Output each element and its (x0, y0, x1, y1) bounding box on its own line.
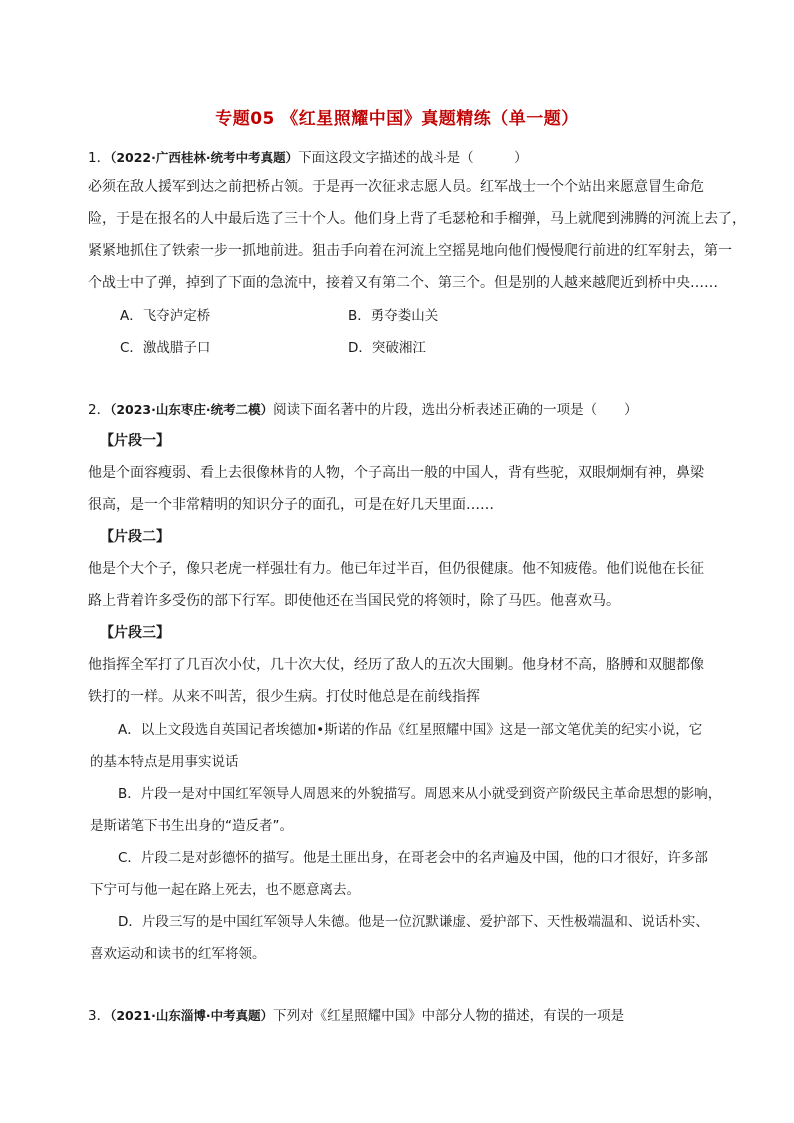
question-2-header (88, 398, 638, 418)
question-2-option-c-cont: 下宁可与他一起在路上死去，也不愿意离去。 (90, 882, 360, 898)
question-1-option-d[interactable]: D．突破湘江 (348, 340, 426, 356)
fragment-1-line: 很高，是一个非常精明的知识分子的面孔，可是在好几天里面…… (88, 497, 494, 513)
question-2-option-b[interactable]: B．片段一是对中国红军领导人周恩来的外貌描写。周恩来从小就受到资产阶级民主革命思想的影响， (118, 786, 722, 802)
question-3-number: 3． (88, 1008, 111, 1024)
question-3-header (88, 1004, 624, 1024)
fragment-2-label: 【片段二】 (100, 529, 170, 545)
question-2-option-a-cont: 的基本特点是用事实说话 (90, 754, 239, 770)
question-1-option-c[interactable]: C．激战腊子口 (120, 340, 211, 356)
question-2-option-a[interactable]: A．以上文段选自英国记者埃德加•斯诺的作品《红星照耀中国》这是一部文笔优美的纪实小说，它 (118, 722, 703, 738)
question-1-passage-line: 个战士中了弹，掉到了下面的急流中，接着又有第二个、第三个。但是别的人越来越爬近到桥中央…… (88, 275, 718, 291)
question-1-header (88, 146, 528, 166)
fragment-3-line: 铁打的一样。从来不叫苦，很少生病。打仗时他总是在前线指挥 (88, 689, 480, 705)
fragment-1-label: 【片段一】 (100, 433, 170, 449)
question-2-source: （2023·山东枣庄·统考二模） (110, 402, 274, 417)
question-2-option-d[interactable]: D．片段三写的是中国红军领导人朱德。他是一位沉默谦虚、爱护部下、天性极端温和、说话朴实、 (118, 914, 709, 930)
question-2-option-c[interactable]: C．片段二是对彭德怀的描写。他是土匪出身，在哥老会中的名声遍及中国，他的口才很好，许多部 (118, 850, 708, 866)
question-2-stem: 阅读下面名著中的片段，选出分析表述正确的一项是（ ） (273, 402, 638, 418)
fragment-3-label: 【片段三】 (100, 625, 170, 641)
question-3-source: （2021·山东淄博·中考真题） (110, 1008, 274, 1023)
question-3-stem: 下列对《红星照耀中国》中部分人物的描述，有误的一项是 (273, 1008, 625, 1024)
fragment-1-line: 他是个面容瘦弱、看上去很像林肯的人物，个子高出一般的中国人，背有些驼，双眼炯炯有神，鼻梁 (88, 465, 704, 481)
question-1-option-a[interactable]: A．飞夺泸定桥 (120, 308, 211, 324)
question-2-number: 2． (88, 402, 111, 418)
document-title: 专题05 《红星照耀中国》真题精练（单一题） (215, 109, 579, 129)
fragment-2-line: 路上背着许多受伤的部下行军。即使他还在当国民党的将领时，除了马匹。他喜欢马。 (88, 593, 620, 609)
question-1-number: 1． (88, 150, 111, 166)
question-1-option-b[interactable]: B．勇夺娄山关 (348, 308, 439, 324)
question-2-option-d-cont: 喜欢运动和读书的红军将领。 (90, 946, 266, 962)
fragment-2-line: 他是个大个子，像只老虎一样强壮有力。他已年过半百，但仍很健康。他不知疲倦。他们说他在长征 (88, 561, 704, 577)
question-1-passage-line: 险，于是在报名的人中最后选了三十个人。他们身上背了毛瑟枪和手榴弹，马上就爬到沸腾的河流上去了， (88, 211, 746, 227)
question-1-passage-line: 必须在敌人援军到达之前把桥占领。于是再一次征求志愿人员。红军战士一个个站出来愿意冒生命危 (88, 179, 704, 195)
question-2-option-b-cont: 是斯诺笔下书生出身的“造反者”。 (90, 818, 293, 834)
question-1-stem: 下面这段文字描述的战斗是（ ） (298, 150, 528, 166)
question-1-source: （2022·广西桂林·统考中考真题） (110, 150, 299, 165)
question-1-passage-line: 紧紧地抓住了铁索一步一抓地前进。狙击手向着在河流上空摇晃地向他们慢慢爬行前进的红军射去，第一 (88, 243, 732, 259)
fragment-3-line: 他指挥全军打了几百次小仗，几十次大仗，经历了敌人的五次大围剿。他身材不高，胳膊和双腿都像 (88, 657, 704, 673)
